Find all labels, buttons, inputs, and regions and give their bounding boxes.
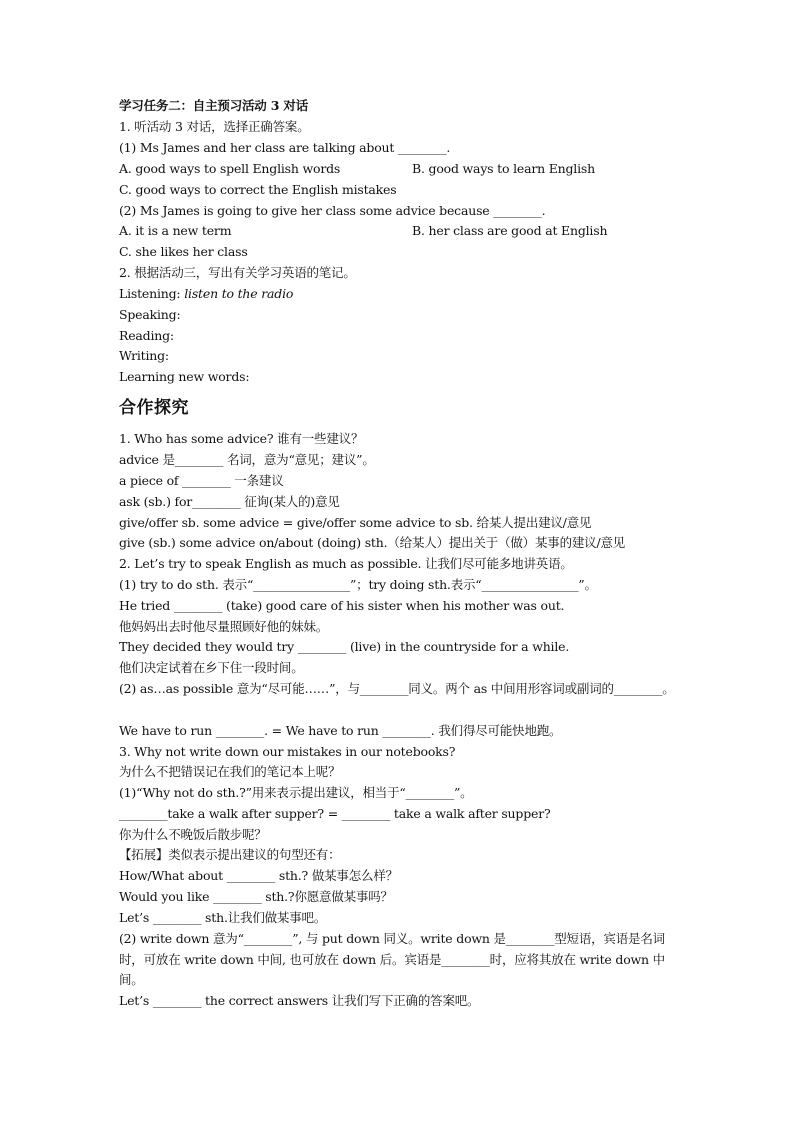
notes-writing: Writing: [119,348,169,363]
explore-line: ________take a walk after supper? = ________ take a walk after supper? [119,806,551,821]
explore-paragraph-write-down: (2) write down 意为“________”, 与 put down 同义。write down 是________型短语，宾语是名词时，可放在 write down 中间, 也可放在 down 后。宾语是________时，应将其放在 write down 中间。 [119,931,665,988]
question-1-1: (1) Ms James and her class are talking about ________. [119,140,451,155]
option-b: B. good ways to learn English [412,161,595,176]
explore-line: 1. Who has some advice? 谁有一些建议？ [119,431,364,446]
option-c: C. she likes her class [119,244,248,259]
explore-paragraph-as-possible: (2) as…as possible 意为“尽可能……”，与________同义。两个 as 中间用形容词或副词的________。 [119,681,675,696]
option-a: A. good ways to spell English words [119,161,341,176]
question-2-intro: 2. 根据活动三，写出有关学习英语的笔记。 [119,265,356,280]
explore-last-line: Let’s ________ the correct answers 让我们写下正确的答案吧。 [119,993,480,1008]
option-b: B. her class are good at English [412,223,608,238]
explore-line: 他们决定试着在乡下住一段时间。 [119,660,304,675]
explore-line: (1)“Why not do sth.?”用来表示提出建议，相当于“________”。 [119,785,473,800]
explore-line: Let’s ________ sth.让我们做某事吧。 [119,910,327,925]
question-1-2-options-row [119,223,608,239]
question-1-intro: 1. 听活动 3 对话，选择正确答案。 [119,119,310,134]
explore-line: How/What about ________ sth.? 做某事怎么样？ [119,868,398,883]
explore-line: 【拓展】类似表示提出建议的句型还有： [119,847,341,862]
explore-line: 你为什么不晚饭后散步呢？ [119,827,267,842]
notes-learning-new-words: Learning new words: [119,369,250,384]
explore-line: a piece of ________ 一条建议 [119,473,284,488]
option-a: A. it is a new term [119,223,232,238]
explore-line: give (sb.) some advice on/about (doing) sth.（给某人）提出关于（做）某事的建议/意见 [119,535,626,550]
explore-line: 为什么不把错误记在我们的笔记本上呢？ [119,764,341,779]
option-c: C. good ways to correct the English mistakes [119,182,397,197]
notes-speaking: Speaking: [119,307,181,322]
listening-value: listen to the radio [184,286,294,301]
explore-line: 他妈妈出去时他尽量照顾好他的妹妹。 [119,619,329,634]
task-title: 学习任务二：自主预习活动 3 对话 [119,98,309,113]
notes-reading: Reading: [119,328,174,343]
explore-line: 2. Let’s try to speak English as much as possible. 让我们尽可能多地讲英语。 [119,556,573,571]
explore-line: give/offer sb. some advice = give/offer some advice to sb. 给某人提出建议/意见 [119,515,592,530]
explore-line: advice 是________ 名词，意为“意见；建议”。 [119,452,375,467]
notes-listening [119,286,293,302]
section-heading: 合作探究 [119,398,189,418]
explore-line: ask (sb.) for________ 征询(某人的)意见 [119,494,340,509]
explore-line: He tried ________ (take) good care of his sister when his mother was out. [119,598,565,613]
question-1-1-options-row [119,161,595,177]
explore-line: They decided they would try ________ (live) in the countryside for a while. [119,639,570,654]
explore-line: 3. Why not write down our mistakes in our notebooks? [119,744,456,759]
question-1-2: (2) Ms James is going to give her class some advice because ________. [119,203,546,218]
explore-line: (1) try to do sth. 表示“________________”；try doing sth.表示“________________”。 [119,577,597,592]
explore-line: We have to run ________. = We have to run ________. 我们得尽可能快地跑。 [119,723,562,738]
explore-line: Would you like ________ sth.?你愿意做某事吗？ [119,889,393,904]
listening-label: Listening: [119,286,185,301]
